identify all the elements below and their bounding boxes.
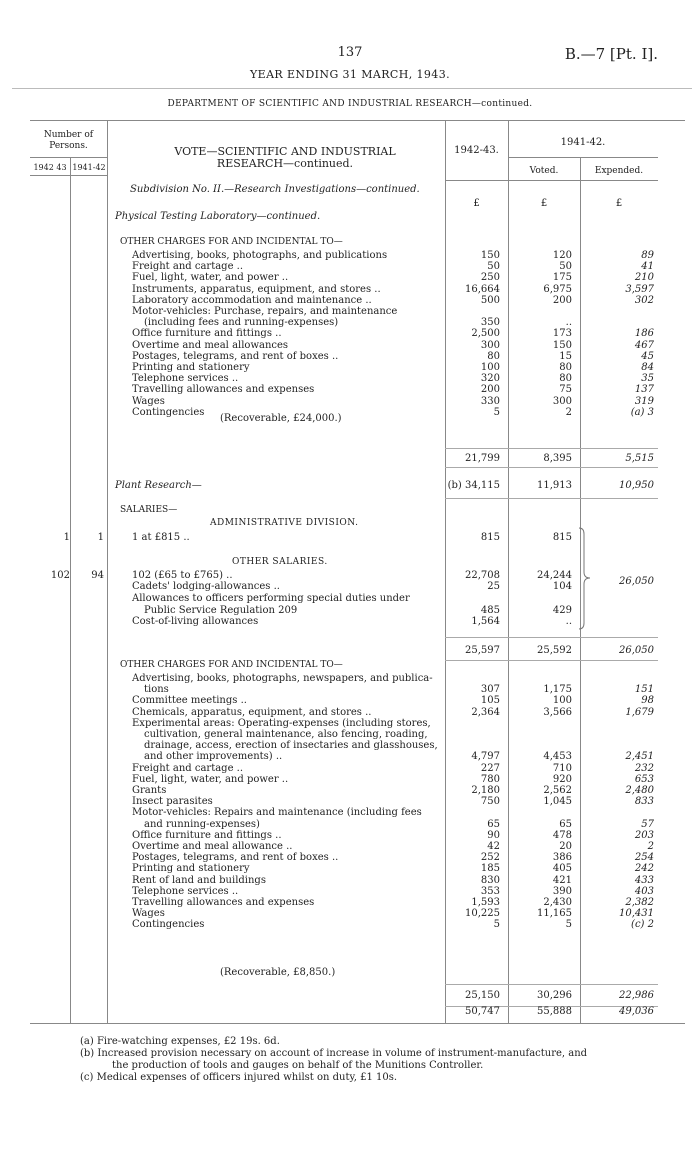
physical-lab-title: Physical Testing Laboratory—continued. [115, 211, 321, 222]
line-item-1942: 200 [480, 384, 500, 396]
line-item-expended: 2,451 [625, 751, 654, 763]
physical-recoverable: (Recoverable, £24,000.) [220, 413, 342, 424]
physical-total-expended: 5,515 [625, 453, 654, 464]
line-item-voted: 300 [552, 395, 572, 407]
line-item-voted: 405 [552, 863, 572, 875]
plant-other-charges-heading: OTHER CHARGES FOR AND INCIDENTAL TO— [120, 660, 343, 670]
salary-persons-1942: 102 [50, 570, 70, 581]
line-item-1942: 5 [493, 406, 500, 418]
physical-total-voted: 8,395 [543, 453, 572, 464]
line-item-1942: 320 [480, 373, 500, 385]
line-item-voted: 65 [559, 818, 572, 830]
line-item-1942: 330 [480, 395, 500, 407]
line-item-voted: 1,045 [543, 796, 572, 808]
line-item-label: Travelling allowances and expenses [132, 897, 315, 908]
line-item-1942: 80 [487, 350, 500, 362]
pound-sign: £ [540, 198, 548, 209]
line-item-voted: 2 [565, 406, 572, 418]
line-item-label: Telephone services .. [132, 373, 239, 385]
line-item-label: Printing and stationery [132, 863, 250, 875]
line-item-voted: 478 [552, 829, 572, 841]
line-item-label: Motor-vehicles: Purchase, repairs, and maintenance [132, 306, 398, 317]
line-item-voted: 11,165 [537, 908, 572, 920]
line-item-expended: 10,431 [619, 908, 654, 920]
line-item-1942: 353 [480, 885, 500, 897]
line-item-voted: 80 [559, 362, 572, 373]
line-item-expended: (a) 3 [630, 406, 654, 418]
plant-charges-total-1942: 25,150 [465, 990, 500, 1001]
vote-title: VOTE—SCIENTIFIC AND INDUSTRIAL RESEARCH—continued. [174, 145, 396, 170]
line-item-expended: 98 [641, 695, 654, 707]
line-item-expended: 3,597 [625, 283, 654, 295]
line-item-1942: 307 [480, 684, 500, 696]
plant-recoverable: (Recoverable, £8,850.) [220, 967, 336, 978]
line-item-1942: 780 [480, 773, 500, 785]
line-item-label: Overtime and meal allowances [132, 339, 289, 351]
salary-total-1942: 25,597 [465, 645, 500, 656]
salary-item-1942: 25 [487, 581, 500, 592]
plant-total-rule [445, 498, 658, 499]
line-item-voted: 173 [552, 328, 572, 340]
line-item-1942: 150 [480, 250, 500, 261]
admin-row-1942: 815 [480, 532, 500, 543]
line-item-1942: 105 [480, 695, 500, 707]
table-bottom-rule [30, 1023, 685, 1024]
line-item-label: Office furniture and fittings .. [132, 328, 282, 340]
admin-row-label: 1 at £815 .. [132, 532, 190, 543]
persons-header: Number of Persons. [43, 130, 94, 151]
line-item-voted: 6,975 [543, 283, 572, 295]
col-1942-border [508, 120, 509, 1023]
line-item-1942: 1,593 [471, 897, 500, 908]
line-item-expended: 433 [634, 874, 654, 886]
line-item-label: Contingencies [132, 919, 205, 931]
line-item-label: tions [144, 684, 169, 696]
admin-row-voted: 815 [552, 532, 572, 543]
salary-item-voted: 24,244 [537, 570, 572, 581]
line-item-expended: 151 [634, 684, 654, 696]
line-item-label: Travelling allowances and expenses [132, 384, 315, 396]
line-item-label: drainage, access, erection of insectaries and glasshouses, [144, 740, 438, 752]
salary-total-rule [445, 637, 658, 638]
admin-division-heading: ADMINISTRATIVE DIVISION. [210, 518, 359, 528]
line-item-expended: 467 [634, 339, 654, 351]
line-item-voted: 386 [552, 852, 572, 864]
line-item-label: Advertising, books, photographs, newspapers, and publica- [132, 673, 433, 684]
salary-persons-1941: 94 [91, 570, 104, 581]
line-item-1942: 252 [480, 852, 500, 864]
line-item-1942: 42 [487, 841, 500, 852]
line-item-1942: 2,500 [471, 328, 500, 340]
line-item-expended: 302 [634, 294, 654, 306]
plant-total-expended: 10,950 [619, 480, 654, 491]
line-item-1942: 350 [480, 317, 500, 329]
line-item-voted: 5 [565, 919, 572, 931]
line-item-expended: 2,382 [625, 897, 654, 908]
line-item-voted: 175 [552, 272, 572, 284]
year-1941-42: 1941-42. [560, 137, 606, 148]
document-reference: B.—7 [Pt. I]. [564, 45, 658, 63]
plant-total-rule-top [445, 984, 658, 985]
year-heading: YEAR ENDING 31 MARCH, 1943. [249, 68, 451, 81]
line-item-label: Experimental areas: Operating-expenses (including stores, [132, 717, 431, 729]
line-item-voted: 50 [559, 261, 572, 273]
line-item-1942: 500 [480, 294, 500, 306]
grand-total-voted: 55,888 [537, 1006, 572, 1017]
line-item-label: Office furniture and fittings .. [132, 829, 282, 841]
physical-total-rule-bottom [445, 467, 658, 468]
plant-charges-total-voted: 30,296 [537, 990, 572, 1001]
expended-header: Expended. [594, 166, 644, 176]
line-item-expended: 653 [634, 773, 654, 785]
page-number: 137 [337, 45, 363, 60]
line-item-label: Insect parasites [132, 796, 213, 808]
line-item-label: Motor-vehicles: Repairs and maintenance (including fees [132, 807, 422, 819]
persons-border [107, 120, 108, 1023]
line-item-expended: 89 [641, 250, 654, 261]
salary-item-1942: 485 [480, 605, 500, 616]
table-top-rule [30, 120, 685, 121]
plant-research-title: Plant Research— [115, 480, 202, 491]
line-item-voted: 2,562 [543, 785, 572, 796]
line-item-label: Laboratory accommodation and maintenance .. [132, 294, 372, 306]
line-item-voted: 421 [552, 874, 572, 886]
salary-item-label: Cadets' lodging-allowances .. [132, 581, 280, 592]
persons-divider [70, 157, 71, 1023]
grand-total-1942: 50,747 [465, 1006, 500, 1017]
persons-subheader-rule [30, 175, 107, 176]
salary-bracket-value: 26,050 [619, 576, 654, 587]
line-item-expended: 41 [641, 261, 654, 273]
salary-item-voted: .. [565, 616, 572, 627]
line-item-expended: 137 [634, 384, 654, 396]
line-item-voted: 4,453 [543, 751, 572, 763]
line-item-voted: 2,430 [543, 897, 572, 908]
persons-col-1942: 1942 43 [33, 163, 67, 172]
line-item-label: Contingencies [132, 406, 205, 418]
line-item-label: Fuel, light, water, and power .. [132, 272, 289, 284]
line-item-expended: 2 [647, 841, 654, 852]
physical-other-charges-heading: OTHER CHARGES FOR AND INCIDENTAL TO— [120, 237, 343, 247]
persons-col-1941: 1941-42 [72, 163, 106, 172]
line-item-label: Freight and cartage .. [132, 261, 244, 273]
amount-header-rule [445, 180, 658, 181]
line-item-expended: 1,679 [625, 706, 654, 718]
plant-total-1942: (b) 34,115 [447, 480, 500, 491]
line-item-1942: 100 [480, 362, 500, 373]
year-header-rule [508, 157, 658, 158]
line-item-label: Printing and stationery [132, 362, 250, 373]
line-item-expended: 57 [641, 818, 654, 830]
line-item-1942: 65 [487, 818, 500, 830]
line-item-label: Committee meetings .. [132, 695, 247, 707]
plant-charges-total-expended: 22,986 [619, 990, 654, 1001]
line-item-label: Grants [132, 785, 167, 796]
header-rule [12, 88, 692, 89]
line-item-expended: 2,480 [625, 785, 654, 796]
subdivision-heading: Subdivision No. II.—Research Investigations—continued. [130, 184, 420, 195]
line-item-label: Postages, telegrams, and rent of boxes .. [132, 350, 339, 362]
line-item-1942: 227 [480, 762, 500, 774]
line-item-voted: 80 [559, 373, 572, 385]
line-item-voted: 20 [559, 841, 572, 852]
admin-persons-1941: 1 [97, 532, 104, 543]
line-item-voted: 75 [559, 384, 572, 396]
line-item-label: Advertising, books, photographs, and publications [132, 250, 388, 261]
line-item-1942: 10,225 [465, 908, 500, 920]
line-item-1942: 300 [480, 339, 500, 351]
voted-header: Voted. [529, 166, 559, 176]
salary-item-label: Allowances to officers performing special duties under [132, 593, 410, 604]
line-item-label: cultivation, general maintenance, also fencing, roading, [144, 729, 428, 740]
line-item-voted: 200 [552, 294, 572, 306]
line-item-label: Telephone services .. [132, 885, 239, 897]
line-item-voted: 150 [552, 339, 572, 351]
line-item-voted: 3,566 [543, 706, 572, 718]
line-item-1942: 185 [480, 863, 500, 875]
salaries-heading: SALARIES— [120, 505, 178, 515]
salary-item-voted: 429 [552, 605, 572, 616]
persons-header-rule [30, 157, 107, 158]
salary-item-1942: 1,564 [471, 616, 500, 627]
line-item-expended: 242 [634, 863, 654, 875]
line-item-expended: 45 [641, 350, 654, 362]
line-item-voted: 15 [559, 350, 572, 362]
plant-total-voted: 11,913 [537, 480, 572, 491]
line-item-1942: 4,797 [471, 751, 500, 763]
department-heading: DEPARTMENT OF SCIENTIFIC AND INDUSTRIAL RESEARCH—continued. [167, 99, 533, 109]
line-item-expended: 319 [634, 395, 654, 407]
line-item-1942: 830 [480, 874, 500, 886]
salary-item-label: 102 (£65 to £765) .. [132, 570, 233, 581]
footnote-b: (b) Increased provision necessary on account of increase in volume of instrument-manufacture, and [80, 1048, 588, 1059]
line-item-voted: 120 [552, 250, 572, 261]
salary-item-label: Public Service Regulation 209 [144, 605, 298, 616]
salary-item-voted: 104 [552, 581, 572, 592]
salary-item-1942: 22,708 [465, 570, 500, 581]
grand-total-expended: 49,036 [619, 1006, 654, 1017]
line-item-label: and other improvements) .. [144, 751, 283, 763]
other-salaries-heading: OTHER SALARIES. [232, 557, 328, 567]
line-item-label: Fuel, light, water, and power .. [132, 773, 289, 785]
line-item-voted: 710 [552, 762, 572, 774]
footnote-b-cont: the production of tools and gauges on behalf of the Munitions Controller. [112, 1060, 484, 1071]
line-item-label: Chemicals, apparatus, equipment, and stores .. [132, 706, 372, 718]
admin-persons-1942: 1 [63, 532, 70, 543]
line-item-expended: 254 [634, 852, 654, 864]
line-item-expended: 210 [634, 272, 654, 284]
salary-total-expended: 26,050 [619, 645, 654, 656]
line-item-label: Instruments, apparatus, equipment, and stores .. [132, 283, 381, 295]
line-item-voted: 1,175 [543, 684, 572, 696]
line-item-voted: .. [565, 317, 572, 329]
line-item-1942: 90 [487, 829, 500, 841]
line-item-1942: 2,180 [471, 785, 500, 796]
line-item-label: and running-expenses) [144, 818, 260, 830]
line-item-1942: 16,664 [465, 283, 500, 295]
salary-total-voted: 25,592 [537, 645, 572, 656]
line-item-label: Wages [132, 395, 165, 407]
line-item-label: Wages [132, 908, 165, 920]
line-item-label: (including fees and running-expenses) [144, 317, 339, 329]
physical-total-rule [445, 448, 658, 449]
line-item-voted: 390 [552, 885, 572, 897]
line-item-expended: 232 [634, 762, 654, 774]
salary-item-label: Cost-of-living allowances [132, 616, 259, 627]
line-item-1942: 250 [480, 272, 500, 284]
line-item-1942: 750 [480, 796, 500, 808]
line-item-expended: 84 [641, 362, 654, 373]
line-item-1942: 5 [493, 919, 500, 931]
line-item-voted: 100 [552, 695, 572, 707]
line-item-voted: 920 [552, 773, 572, 785]
year-1942-43: 1942-43. [454, 145, 499, 156]
line-item-expended: 833 [634, 796, 654, 808]
physical-total-1942: 21,799 [465, 453, 500, 464]
line-item-label: Postages, telegrams, and rent of boxes .. [132, 852, 339, 864]
line-item-1942: 50 [487, 261, 500, 273]
line-item-expended: 35 [641, 373, 654, 385]
pound-sign: £ [473, 198, 480, 209]
footnote-c: (c) Medical expenses of officers injured whilst on duty, £1 10s. [80, 1072, 398, 1083]
salary-total-rule-bottom [445, 660, 658, 661]
line-item-expended: 186 [634, 328, 654, 340]
line-item-1942: 2,364 [471, 706, 500, 718]
line-item-label: Overtime and meal allowance .. [132, 841, 293, 852]
line-item-label: Rent of land and buildings [132, 874, 266, 886]
footnote-a: (a) Fire-watching expenses, £2 19s. 6d. [80, 1036, 280, 1047]
line-item-expended: (c) 2 [631, 919, 654, 931]
pound-sign: £ [615, 198, 623, 209]
line-item-expended: 403 [634, 885, 654, 897]
line-item-label: Freight and cartage .. [132, 762, 244, 774]
line-item-expended: 203 [634, 829, 654, 841]
